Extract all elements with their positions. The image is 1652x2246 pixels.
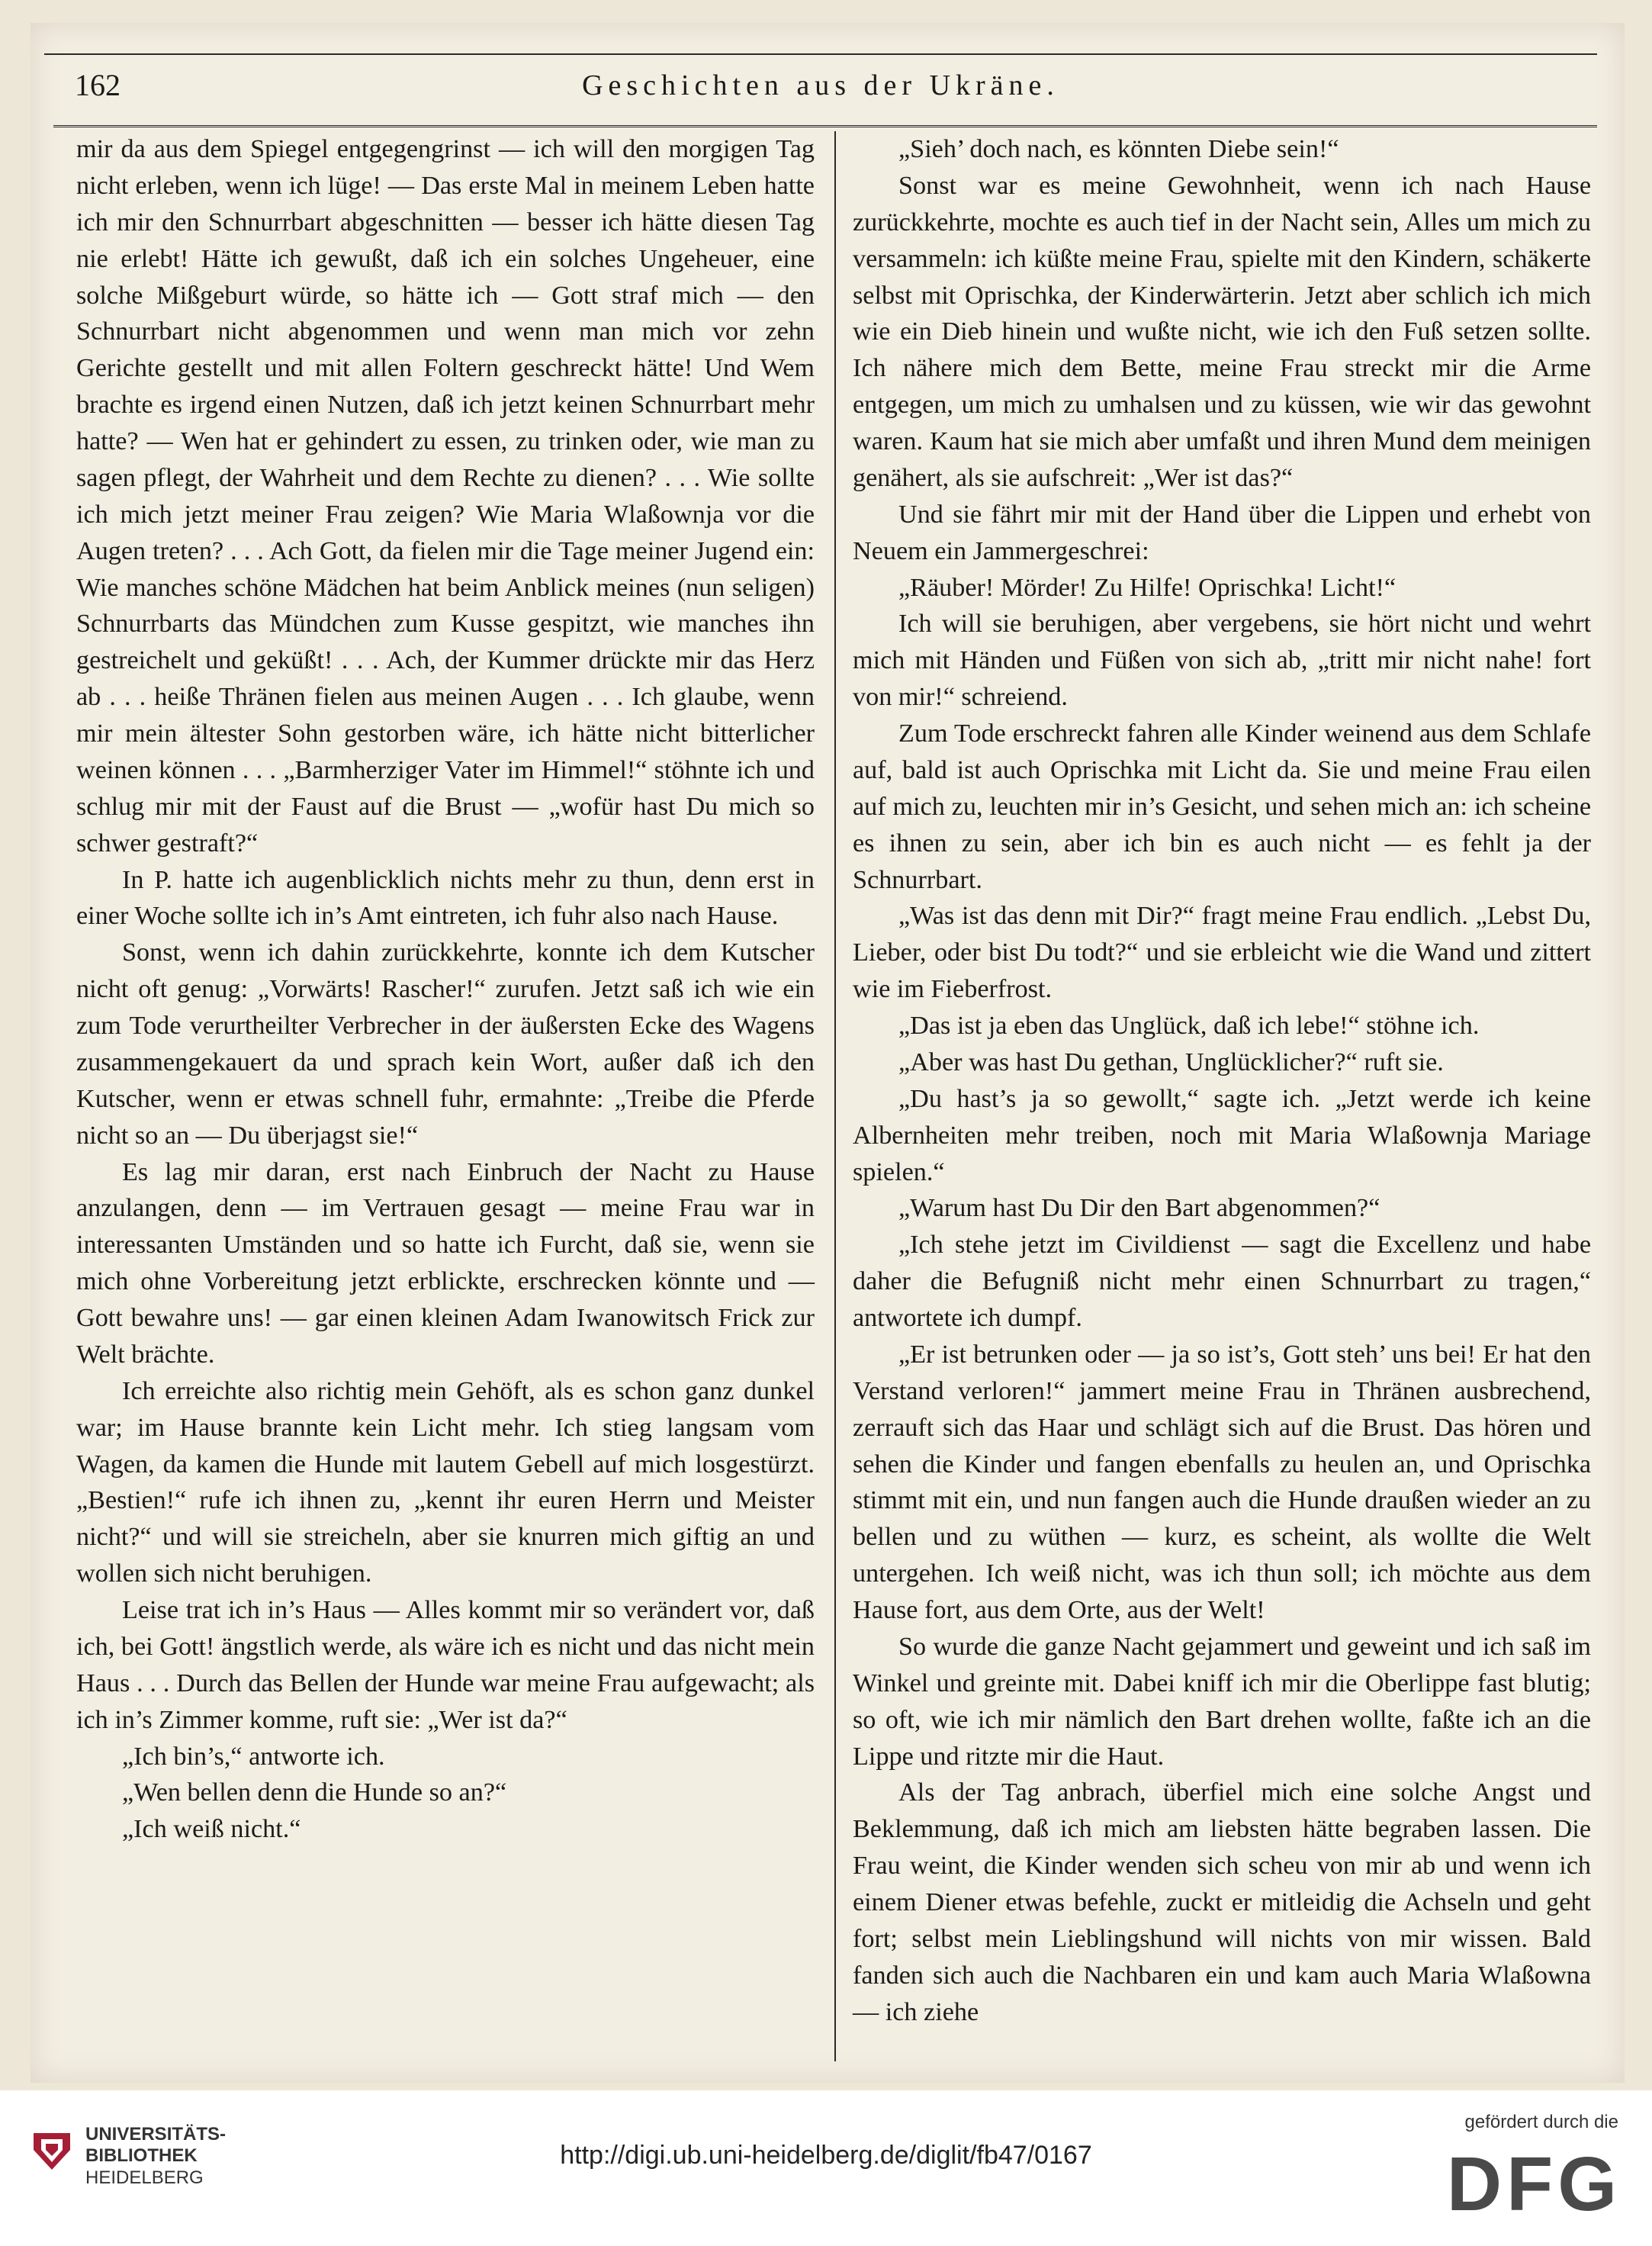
library-name-line: HEIDELBERG xyxy=(85,2167,204,2188)
column-divider xyxy=(834,131,836,2061)
paragraph: „Räuber! Mörder! Zu Hilfe! Oprischka! Licht!“ xyxy=(898,573,1396,602)
paragraph: Ich will sie beruhigen, aber vergebens, sie hört nicht und wehrt mich mit Händen und Füßen von sich ab, „tritt mir nicht nahe! fort von mir!“ schreiend. xyxy=(853,610,1591,712)
paragraph: „Was ist das denn mit Dir?“ fragt meine Frau endlich. „Lebst Du, Lieber, oder bist Du todt?“ und sie erbleicht wie die Wand und zittert wie im Fieberfrost. xyxy=(853,902,1591,1004)
paragraph: Als der Tag anbrach, überfiel mich eine solche Angst und Beklemmung, daß ich mich am liebsten hätte begraben lassen. Die Frau weint, die Kinder wenden sich scheu von mir ab und wenn ich einem Diener etwas befehle, zuckt er mitleidig die Achseln und geht fort; selbst mein Lieblingshund will nichts von mir wissen. Bald fanden sich auch die Nachbaren ein und kam auch Maria Wlaßowna — ich ziehe xyxy=(853,1778,1591,2026)
paragraph: „Ich weiß nicht.“ xyxy=(122,1815,301,1844)
paragraph: „Warum hast Du Dir den Bart abgenommen?“ xyxy=(898,1194,1380,1223)
paragraph: „Sieh’ doch nach, es könnten Diebe sein!“ xyxy=(898,135,1339,163)
page-header xyxy=(44,67,1597,121)
paragraph: Sonst war es meine Gewohnheit, wenn ich nach Hause zurückkehrte, mochte es auch tief in der Nacht sein, Alles um mich zu versammeln: ich küßte meine Frau, spielte mit den Kindern, schäkerte selbst mit Oprischka, der Kinderwärterin. Jetzt aber schlich ich mich wie ein Dieb hinein und wußte nicht, wie ich den Fuß setzen sollte. Ich nähere mich dem Bette, meine Frau streckt mir die Arme entgegen, um mich zu umhalsen und zu küssen, wie wir das gewohnt waren. Kaum hat sie mich aber umfaßt und ihren Mund dem meinigen genähert, als sie aufschreit: „Wer ist das?“ xyxy=(853,171,1591,492)
paragraph: Zum Tode erschreckt fahren alle Kinder weinend aus dem Schlafe auf, bald ist auch Oprischka mit Licht da. Sie und meine Frau eilen auf mich zu, leuchten mir in’s Gesicht, und sehen mich an: ich scheine es ihnen zu sein, aber ich bin es auch nicht — es fehlt ja der Schnurrbart. xyxy=(853,719,1591,894)
permalink-url[interactable]: http://digi.ub.uni-heidelberg.de/diglit/fb47/0167 xyxy=(560,2141,1092,2170)
paragraph: „Das ist ja eben das Unglück, daß ich lebe!“ stöhne ich. xyxy=(898,1012,1480,1040)
paragraph: In P. hatte ich augenblicklich nichts mehr zu thun, denn erst in einer Woche sollte ich in’s Amt eintreten, ich fuhr also nach Hause. xyxy=(76,865,815,931)
text-column-right xyxy=(853,131,1591,2054)
paragraph: Es lag mir daran, erst nach Einbruch der Nacht zu Hause anzulangen, denn — im Vertrauen gesagt — meine Frau war in interessanten Umständen und so hatte ich Furcht, daß sie, wenn sie mich ohne Vorbereitung jetzt erblickte, erschrecken könnte und — Gott bewahre uns! — gar einen kleinen Adam Iwanowitsch Frick zur Welt brächte. xyxy=(76,1157,815,1369)
top-frame-rule xyxy=(44,53,1597,55)
paragraph: So wurde die ganze Nacht gejammert und geweint und ich saß im Winkel und greinte mit. Dabei kniff ich mir die Oberlippe fast blutig; so oft, wie ich mir nämlich den Bart drehen wollte, faßte ich an die Lippe und ritzte mir die Haut. xyxy=(853,1632,1591,1771)
paragraph: Leise trat ich in’s Haus — Alles kommt mir so verändert vor, daß ich, bei Gott! ängstlich werde, als wäre ich es nicht und das nicht mein Haus . . . Durch das Bellen der Hunde war meine Frau aufgewacht; als ich in’s Zimmer komme, ruft sie: „Wer ist da?“ xyxy=(76,1596,815,1734)
paragraph: Ich erreichte also richtig mein Gehöft, als es schon ganz dunkel war; im Hause brannte kein Licht mehr. Ich stieg langsam vom Wagen, da kamen die Hunde mit lautem Gebell auf mich losgestürzt. „Bestien!“ rufe ich ihnen zu, „kennt ihr euren Herrn und Meister nicht?“ und will sie streicheln, aber sie knurren mich giftig an und wollen sich nicht beruhigen. xyxy=(76,1376,815,1588)
library-name-line: BIBLIOTHEK xyxy=(85,2145,198,2167)
library-name-line: UNIVERSITÄTS- xyxy=(85,2124,227,2145)
paragraph: Sonst, wenn ich dahin zurückkehrte, konnte ich dem Kutscher nicht oft genug: „Vorwärts! Rascher!“ zurufen. Jetzt saß ich wie ein zum Tode verurtheilter Verbrecher in der äußersten Ecke des Wagens zusammengekauert da und sprach kein Wort, außer daß ich den Kutscher, wenn er etwas schnell fuhr, ermahnte: „Treibe die Pferde nicht so an — Du überjagst sie!“ xyxy=(76,938,815,1150)
funded-by-label: gefördert durch die xyxy=(1464,2112,1618,2132)
paragraph: „Du hast’s ja so gewollt,“ sagte ich. „Jetzt werde ich keine Albernheiten mehr treiben, noch mit Maria Wlaßownja Mariage spielen.“ xyxy=(853,1084,1591,1186)
page-number: 162 xyxy=(75,68,121,102)
header-rule xyxy=(53,125,1597,127)
paragraph: „Wen bellen denn die Hunde so an?“ xyxy=(122,1778,507,1807)
paragraph: mir da aus dem Spiegel entgegengrinst — ich will den morgigen Tag nicht erleben, wenn ich lüge! — Das erste Mal in meinem Leben hatte ich mir den Schnurrbart abgeschnitten — besser ich hätte diesen Tag nie erlebt! Hätte ich gewußt, daß ich ein solches Ungeheuer, eine solche Mißgeburt würde, so hätte ich — Gott straf mich — den Schnurrbart nicht abgenommen und wenn man mich vor zehn Gerichte gestellt und mit allen Foltern geschreckt hätte! Und Wem brachte es irgend einen Nutzen, daß ich jetzt keinen Schnurrbart mehr hatte? — Wen hat er gehindert zu essen, zu trinken oder, wie man zu sagen pflegt, der Wahrheit und dem Rechte zu dienen? . . . Wie sollte ich mich jetzt meiner Frau zeigen? Wie Maria Wlaßownja vor die Augen treten? . . . Ach Gott, da fielen mir die Tage meiner Jugend ein: Wie manches schöne Mädchen hat beim Anblick meines (nun seligen) Schnurrbarts das Mündchen zum Kusse gespitzt, wie manches ihn gestreichelt und geküßt! . . . Ach, der Kummer drückte mir das Herz ab . . . heiße Thränen fielen aus meinen Augen . . . Ich glaube, wenn mir mein ältester Sohn gestorben wäre, ich hätte nicht bitterlicher weinen können . . . „Barmherziger Vater im Himmel!“ stöhnte ich und schlug mir mit der Faust auf die Brust — „wofür hast Du mich so schwer gestraft?“ xyxy=(76,135,815,858)
viewer-footer xyxy=(0,2090,1652,2246)
text-column-left xyxy=(76,131,815,2054)
paragraph: „Er ist betrunken oder — ja so ist’s, Gott steh’ uns bei! Er hat den Verstand verloren!“ jammert meine Frau in Thränen ausbrechend, zerrauft sich das Haar und schlägt sich auf die Brust. Das hören und sehen die Kinder und fangen ebenfalls zu heulen an, und Oprischka stimmt mit ein, und nun fangen auch die Hunde draußen wieder an zu bellen und zu wüthen — kurz, es scheint, als wollte die Welt untergehen. Ich weiß nicht, was ich thun soll; ich möchte aus dem Hause fort, aus dem Orte, aus der Welt! xyxy=(853,1340,1591,1624)
paragraph: „Ich bin’s,“ antworte ich. xyxy=(122,1742,385,1771)
paragraph: „Ich stehe jetzt im Civildienst — sagt die Excellenz und habe daher die Befugniß nicht mehr einen Schnurrbart zu tragen,“ antwortete ich dumpf. xyxy=(853,1231,1591,1332)
dfg-logo: DFG xyxy=(1446,2141,1621,2227)
running-title: Geschichten aus der Ukräne. xyxy=(582,69,1059,101)
paragraph: „Aber was hast Du gethan, Unglücklicher?“ ruft sie. xyxy=(898,1047,1444,1076)
paragraph: Und sie fährt mir mit der Hand über die Lippen und erhebt von Neuem ein Jammergeschrei: xyxy=(853,500,1591,565)
